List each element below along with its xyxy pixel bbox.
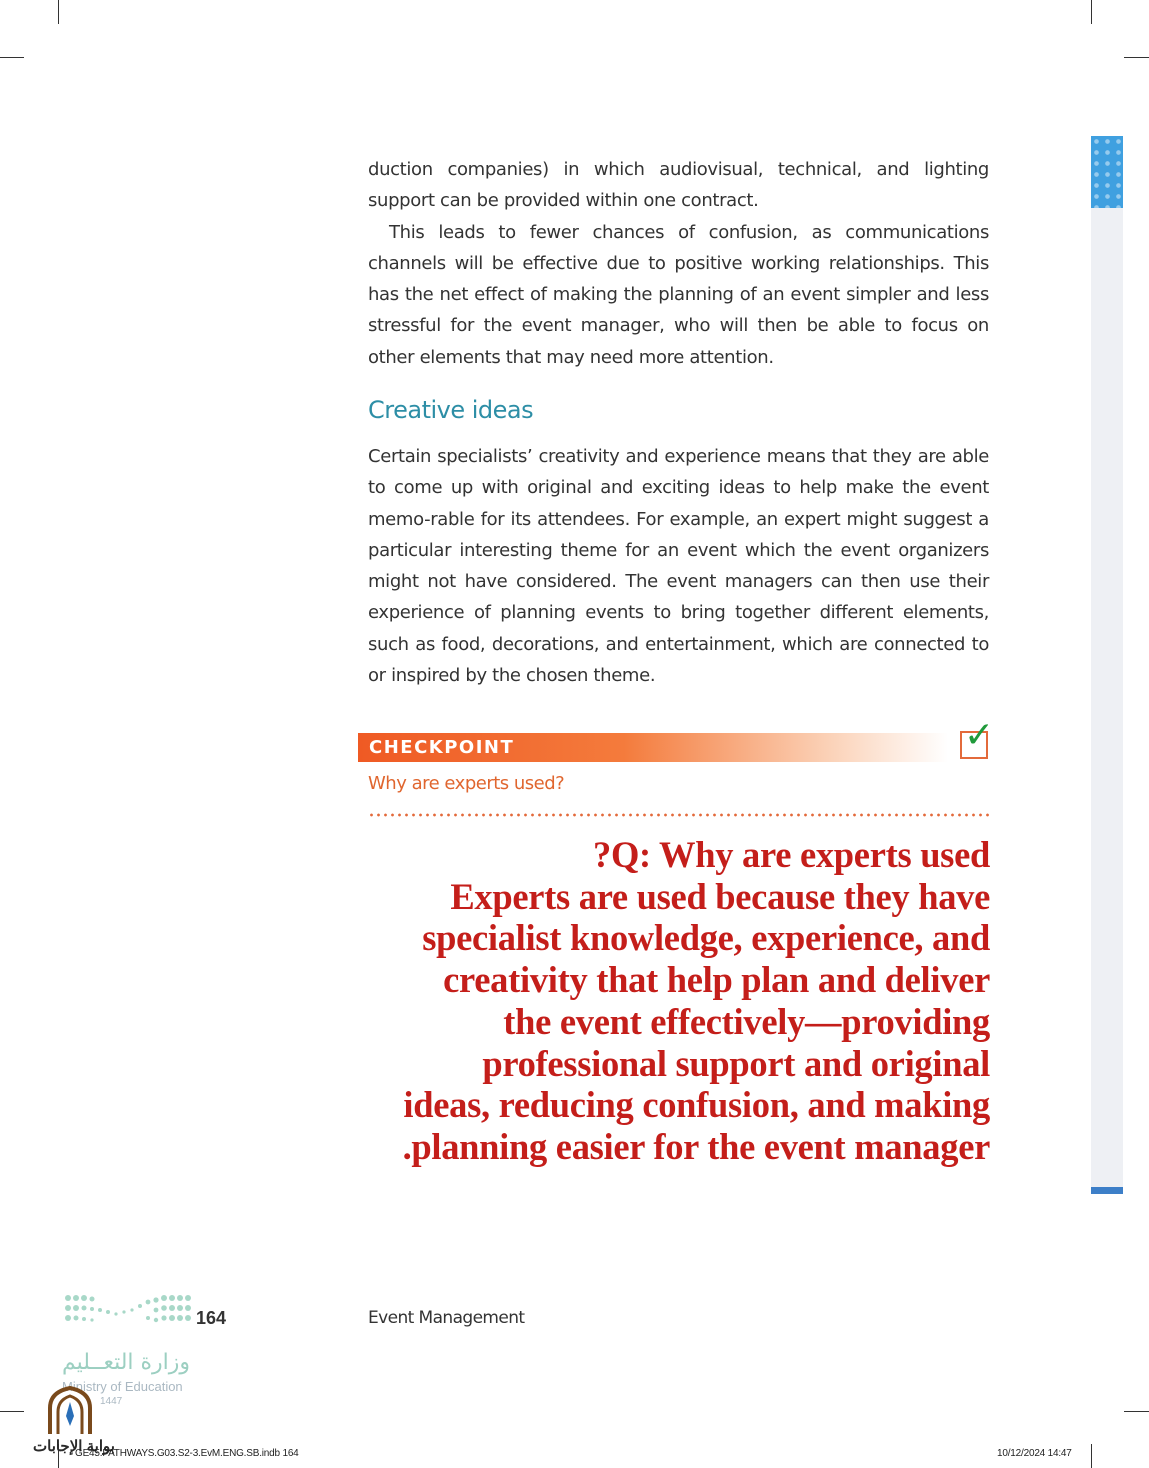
check-mark-icon: ✓ [964, 714, 995, 755]
ministry-year: 1447 [100, 1396, 123, 1407]
answer-dotted-line [368, 813, 989, 817]
answer-line: specialist knowledge, experience, and [422, 917, 990, 959]
ministry-logo-dots-icon [62, 1290, 202, 1332]
checkpoint-banner [358, 733, 948, 762]
chapter-sidebar-tab [1091, 136, 1123, 1194]
paragraph-creative-ideas: Certain specialists’ creativity and experience means that they are able to come up with original and exciting ideas to help make the event memo-rable for its attendees. For example, an expert might suggest a particular interesting theme for an event which the event organizers might not have considered. The event managers can then use their experience of planning events to bring together different elements, such as food, decorations, and entertainment, which are connected to or inspired by the chosen theme. [368, 446, 989, 687]
sidebar-tab-pattern [1091, 136, 1123, 208]
checkpoint-label: CHECKPOINT [369, 737, 515, 758]
section-heading-creative-ideas: Creative ideas [368, 396, 534, 424]
crop-mark [1091, 0, 1092, 24]
crop-mark [0, 1411, 24, 1412]
crop-mark [1091, 1444, 1092, 1468]
ministry-name-english: Ministry of Education [62, 1379, 183, 1394]
site-logo-icon [44, 1386, 96, 1436]
answer-line: Experts are used because they have [450, 875, 990, 917]
crop-mark [0, 57, 24, 58]
answer-line: the event effectively—providing [503, 1000, 990, 1042]
answer-line: professional support and original [482, 1042, 990, 1084]
crop-mark [1124, 1411, 1149, 1412]
answer-line: ideas, reducing confusion, and making [403, 1084, 990, 1126]
creative-ideas-text-block [368, 441, 989, 691]
sidebar-tab-edge [1091, 1187, 1123, 1194]
intro-text-block [368, 154, 989, 373]
checkpoint-question: Why are experts used? [368, 773, 565, 794]
print-slug-date: 10/12/2024 14:47 [997, 1448, 1072, 1459]
crop-mark [1124, 57, 1149, 58]
print-slug-file: GE45.PATHWAYS.G03.S2-3.EvM.ENG.SB.indb 164 [75, 1448, 299, 1459]
ministry-name-arabic: وزارة التعــليم [62, 1350, 191, 1375]
answer-line: .planning easier for the event manager [402, 1125, 990, 1167]
answer-line: creativity that help plan and deliver [443, 959, 990, 1001]
answer-text [368, 834, 990, 1168]
watermark-text: بوابة الإجابات [33, 1438, 115, 1455]
answer-line: ?Q: Why are experts used [593, 834, 990, 875]
book-title: Event Management [368, 1308, 525, 1328]
page-number: 164 [196, 1308, 227, 1328]
paragraph-confusion: This leads to fewer chances of confusion, as communications channels will be effective due to positive working relationships. This has the net effect of making the planning of an event simpler and less stressful for the event manager, who will then be able to focus on other elements that may need more attention. [368, 221, 989, 368]
paragraph-continuation: duction companies) in which audiovisual, technical, and lighting support can be provided within one contract. [368, 159, 989, 212]
crop-mark [58, 0, 59, 24]
checkbox-icon [960, 714, 995, 759]
